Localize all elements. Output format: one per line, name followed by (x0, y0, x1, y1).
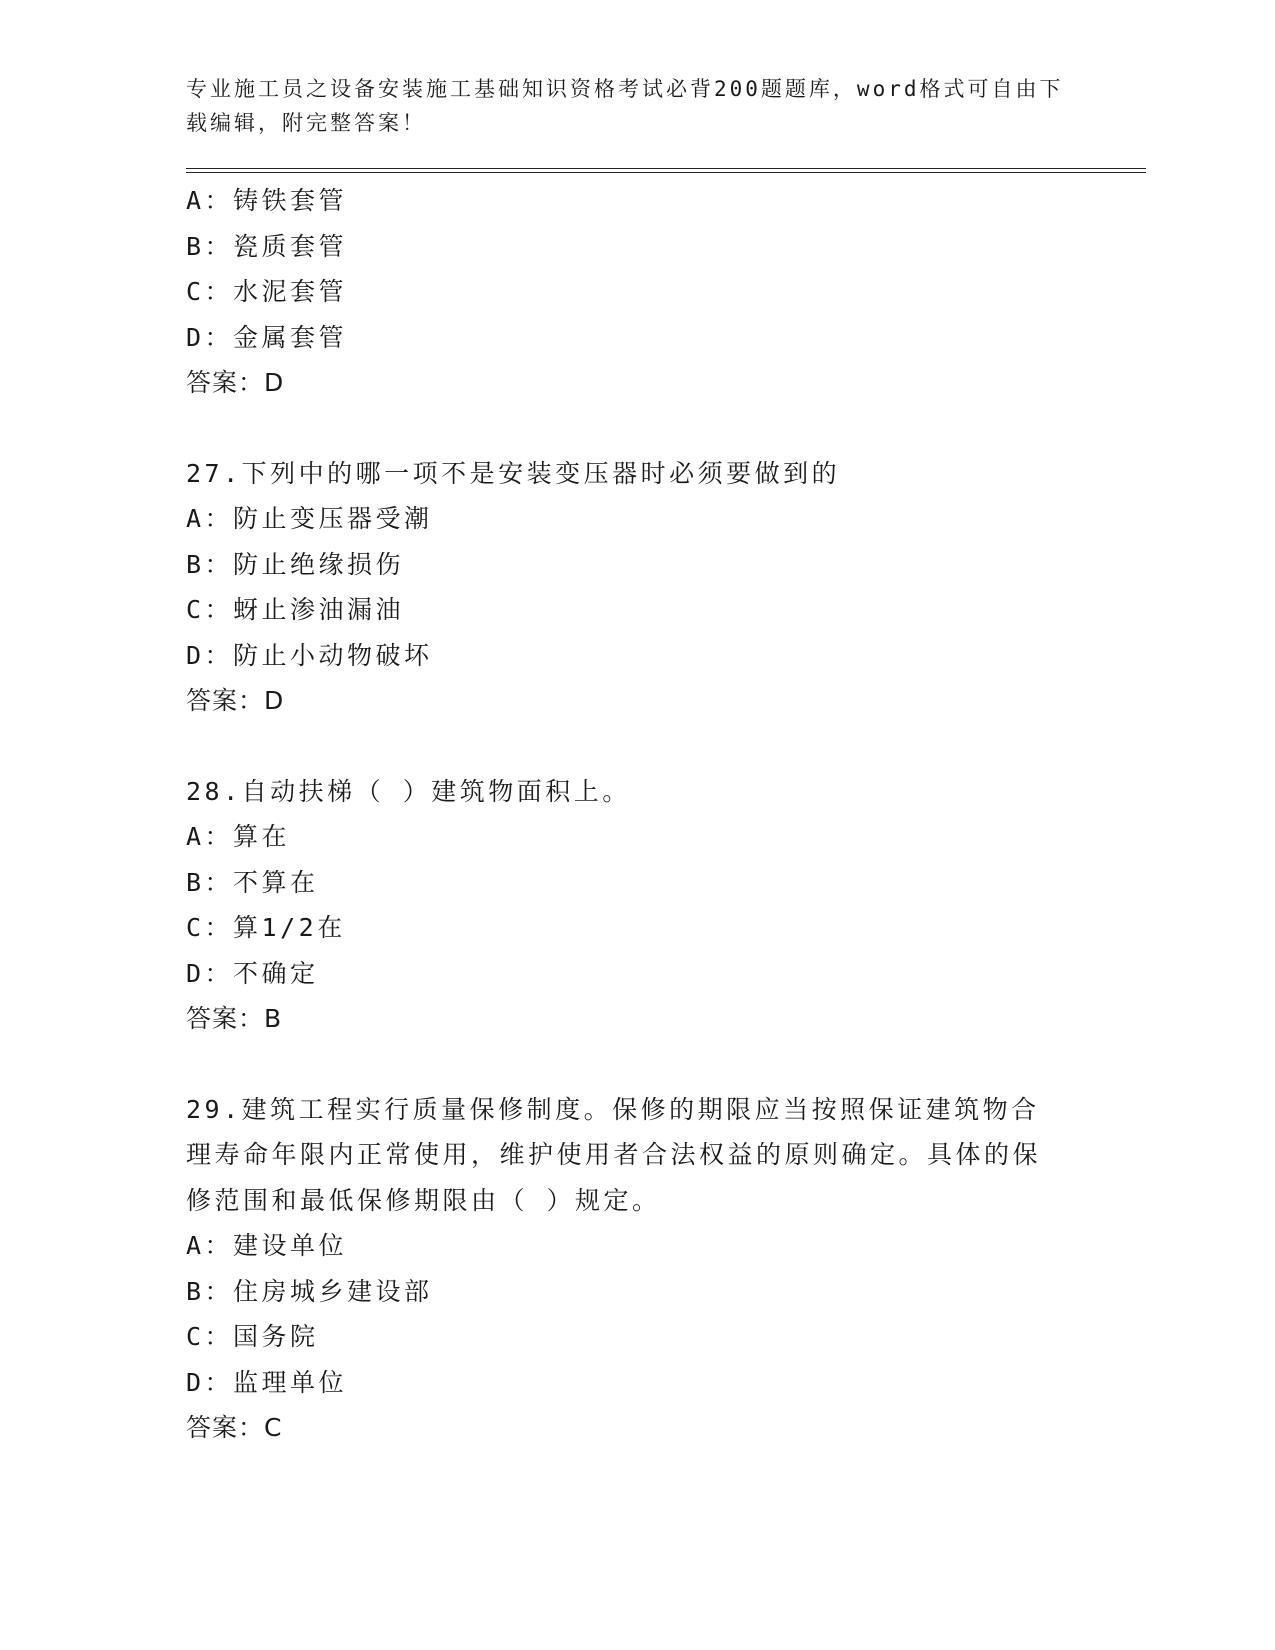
option-c: C：算1/2在 (186, 913, 346, 942)
question-stem: 28.自动扶梯（ ）建筑物面积上。 (186, 776, 631, 806)
answer: 答案：C (186, 1413, 283, 1442)
answer: 答案：B (186, 1004, 283, 1033)
question-28 (186, 769, 1146, 1042)
document-header: 专业施工员之设备安装施工基础知识资格考试必背200题题库，word格式可自由下载编辑，附完整答案！ (186, 77, 1064, 135)
question-stem: 29.建筑工程实行质量保修制度。保修的期限应当按照保证建筑物合理寿命年限内正常使用，维护使用者合法权益的原则确定。具体的保修范围和最低保修期限由（ ）规定。 (186, 1094, 1042, 1215)
option-d: D：不确定 (186, 958, 319, 988)
answer: 答案：D (186, 686, 285, 715)
option-a: A：防止变压器受潮 (186, 504, 433, 533)
document-page (186, 72, 1146, 1451)
option-b: B：不算在 (186, 867, 319, 897)
option-d: D：防止小动物破坏 (186, 640, 433, 670)
answer: 答案：D (186, 368, 285, 397)
spacer (186, 406, 1146, 451)
option-b: B：防止绝缘损伤 (186, 549, 405, 579)
header-divider (186, 168, 1146, 173)
option-a: A：建设单位 (186, 1231, 348, 1260)
question-27 (186, 451, 1146, 724)
option-d: D：金属套管 (186, 322, 348, 352)
option-c: C：国务院 (186, 1322, 319, 1351)
option-d: D：监理单位 (186, 1367, 348, 1397)
question-stem: 27.下列中的哪一项不是安装变压器时必须要做到的 (186, 458, 841, 488)
option-b: B：住房城乡建设部 (186, 1276, 433, 1306)
option-c: C：水泥套管 (186, 277, 348, 306)
spacer (186, 724, 1146, 769)
option-a: A：铸铁套管 (186, 186, 348, 215)
option-c: C：蚜止渗油漏油 (186, 595, 405, 624)
question-26 (186, 178, 1146, 406)
option-b: B：瓷质套管 (186, 231, 348, 261)
question-29 (186, 1087, 1146, 1451)
spacer (186, 1042, 1146, 1087)
option-a: A：算在 (186, 822, 291, 851)
